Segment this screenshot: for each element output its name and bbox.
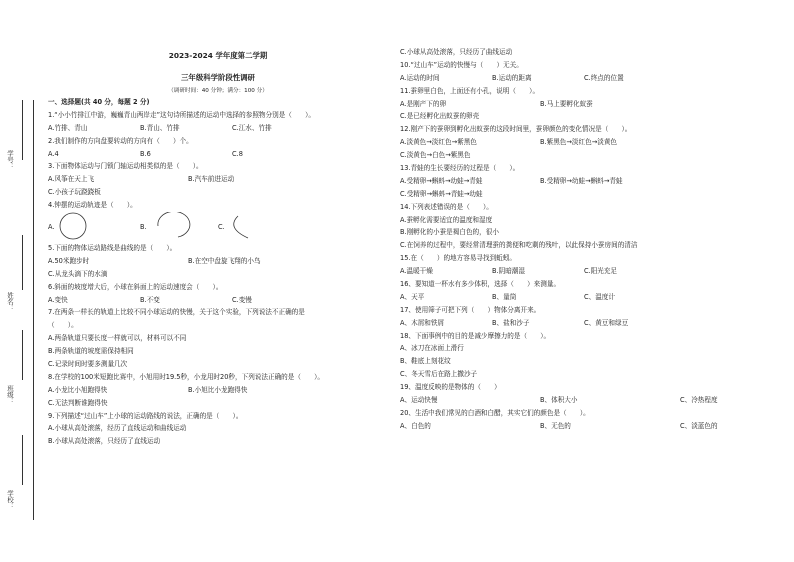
arc-track-icon [234,216,248,238]
option[interactable]: A、木屑和铁屑 [400,318,445,327]
option[interactable]: C.8 [232,149,243,158]
option[interactable]: C.江水、竹排 [232,123,272,132]
school-blank[interactable] [22,435,23,485]
option[interactable]: B.不变 [140,295,160,304]
q3-options [48,173,388,186]
section-heading: 一、选择题(共 40 分，每题 2 分) [48,98,150,106]
option[interactable]: A.竹排、青山 [48,123,88,132]
option[interactable]: A.运动的时间 [400,73,440,82]
option[interactable]: A.小龙比小旭跑得快 [48,385,108,394]
class-field: 班级： [6,385,14,405]
option[interactable]: B、盐和沙子 [492,318,530,327]
option[interactable]: B.运动的距离 [492,73,532,82]
q5-options [48,255,388,268]
option[interactable]: A.两条轨道只要长度一样就可以，材料可以不同 [48,334,187,343]
option[interactable]: C.是已经孵化出蚁蚕的卵壳 [400,112,480,121]
question-3: 3.下面物体运动与门锁门轴运动相类似的是（ ）。 [48,162,203,171]
q15-options [400,265,780,278]
option[interactable]: C.从龙头滴下的水滴 [48,269,108,278]
question-12: 12.刚产下的蚕卵到孵化出蚁蚕的这段时间里，蚕卵颜色的变化情况是（ ）。 [400,125,632,134]
option[interactable]: C.小球从高处滚落，只经历了曲线运动 [400,48,513,56]
option[interactable]: B.小球从高处滚落，只经历了直线运动 [48,437,161,446]
school-field: 学校： [6,490,14,510]
option[interactable]: A、白色的 [400,421,431,430]
binding-margin [0,0,40,562]
q8-options [48,384,388,397]
student-name-field: 姓名： [6,292,14,312]
question-10: 10.“过山车”运动的快慢与（ ）无关。 [400,60,523,69]
option[interactable]: A、冰刀在冰面上滑行 [400,344,464,353]
question-5: 5.下面的物体运动路线是曲线的是（ ）。 [48,244,177,253]
option[interactable]: A.4 [48,149,59,158]
left-column [48,96,388,448]
option[interactable]: A、运动快慢 [400,396,438,405]
option[interactable]: C、冬天雪后在路上撒沙子 [400,370,478,379]
option[interactable]: B.刚孵化的小蚕是褐白色的，很小 [400,228,499,237]
right-column [400,46,780,433]
question-7-cont: （ ）。 [48,321,78,330]
question-14: 14.下列表述错误的是（ ）。 [400,202,493,211]
option[interactable]: C.淡黄色→白色→紫黑色 [400,151,471,160]
option[interactable]: A.受精卵→蝌蚪→幼蛙→青蛙 [400,176,483,185]
q4-track-figures [48,212,388,242]
q11-options [400,98,780,111]
option[interactable]: B.6 [140,149,151,158]
option[interactable]: C、淡蓝色的 [680,421,718,430]
q1-options [48,122,388,135]
option[interactable]: B.汽车前进运动 [188,175,235,184]
question-17: 17、使用筛子可把下列（ ）物体分离开来。 [400,305,541,314]
question-2: 2.我们制作的方向盘要转动的方向有（ ）个。 [48,136,193,145]
exam-time-note: （调研时间：40 分钟；满分：100 分） [168,88,268,94]
q20-options [400,420,780,433]
option[interactable]: B.青山、竹排 [140,123,180,132]
option[interactable]: C.在饲养的过程中，要经常清理蚕的粪便和吃剩的残叶，以此保持小蚕房间的清洁 [400,241,638,250]
option[interactable]: C.阳光充足 [584,267,618,276]
spiral-track-icon [158,212,190,237]
question-11: 11.蚕卵里白色，上面还有小孔，说明（ ）。 [400,86,540,95]
student-number-field: 学号： [6,150,14,170]
q16-options [400,291,780,304]
option[interactable]: B.两条轨道的坡度需保持相同 [48,347,134,356]
option[interactable]: C.终点的位置 [584,73,624,82]
option[interactable]: A.淡黄色→淡红色→紫黑色 [400,138,477,147]
option[interactable]: A.蚕孵化需要适宜的温度和湿度 [400,215,493,224]
option[interactable]: C、冷热程度 [680,396,718,405]
option[interactable]: A.温暖干燥 [400,267,433,276]
q19-options [400,394,780,407]
option[interactable]: C、黄豆和绿豆 [584,318,629,327]
exam-year-title: 2023-2024 学年度第二学期 [168,51,268,60]
option[interactable]: A、天平 [400,292,425,301]
binding-line [33,100,34,520]
option[interactable]: A. [48,223,55,232]
circle-track-icon [60,213,86,239]
option[interactable]: B、无色的 [540,421,571,430]
student-number-blank[interactable] [22,100,23,160]
student-name-blank[interactable] [22,235,23,290]
option[interactable]: A.风筝在天上飞 [48,175,95,184]
q17-options [400,317,780,330]
option[interactable]: B.在空中盘旋飞翔的小鸟 [188,256,261,265]
question-9: 9.下列描述“过山车”上小球的运动路线的说法，正确的是（ ）。 [48,411,243,420]
option[interactable]: B、鞋底上刻花纹 [400,357,451,366]
question-19: 19、温度反映的是物体的（ ） [400,383,501,392]
option[interactable]: B.马上要孵化蚁蚕 [540,99,593,108]
q13-options [400,175,780,188]
question-6: 6.斜面的坡度增大后，小球在斜面上的运动速度会（ ）。 [48,282,223,291]
q10-options [400,72,780,85]
option[interactable]: C.记录时间时要多测量几次 [48,360,128,369]
q2-options [48,148,388,161]
option[interactable]: C.无法判断谁跑得快 [48,398,108,407]
option[interactable]: A.小球从高处滚落，经历了直线运动和曲线运动 [48,424,187,433]
option[interactable]: B、量筒 [492,292,517,301]
option[interactable]: B. [140,223,147,232]
question-1: 1.“小小竹排江中游，巍巍青山两岸走”这句诗所描述的运动中选择的参照物分别是（ ）。 [48,110,315,119]
option[interactable]: C.受精卵→蝌蚪→青蛙→幼蛙 [400,189,483,198]
question-20: 20、生活中我们常见的白酒和白醋，其实它们的颜色是（ ）。 [400,408,590,417]
question-16: 16、要知道一杯水有多少体积，选择（ ）来测量。 [400,280,561,289]
option[interactable]: B.阴暗潮湿 [492,267,525,276]
option[interactable]: A.50米跑步时 [48,256,90,265]
question-13: 13.青蛙的生长要经历的过程是（ ）。 [400,164,520,173]
option[interactable]: A.是刚产下的卵 [400,99,447,108]
option[interactable]: C.小孩子玩跷跷板 [48,188,101,197]
question-4: 4.钟摆的运动轨迹是（ ）。 [48,201,137,210]
option[interactable]: B.紫黑色→淡红色→淡黄色 [540,138,618,147]
option[interactable]: C. [218,223,225,232]
option[interactable]: B.小旭比小龙跑得快 [188,385,248,394]
option[interactable]: A.变快 [48,295,68,304]
question-8: 8.在学校的100米短跑比赛中，小旭用时19.5秒，小龙用时20秒，下列说法正确的是（ ）。 [48,372,325,381]
q6-options [48,294,388,307]
question-15: 15.在（ ）的地方容易寻找到蚯蚓。 [400,254,516,263]
q12-options [400,136,780,149]
question-18: 18、下面事例中的目的是减少摩擦力的是（ ）。 [400,331,551,340]
option[interactable]: B.受精卵→幼蛙→蝌蚪→青蛙 [540,176,623,185]
option[interactable]: B、体积大小 [540,396,578,405]
question-7: 7.在两条一样长的轨道上比较不同小球运动的快慢，关于这个实验，下列说法不正确的是 [48,308,305,317]
option[interactable]: C、温度计 [584,292,615,301]
option[interactable]: C.变慢 [232,295,252,304]
exam-subtitle: 三年级科学阶段性调研 [181,73,255,82]
class-blank[interactable] [22,330,23,380]
